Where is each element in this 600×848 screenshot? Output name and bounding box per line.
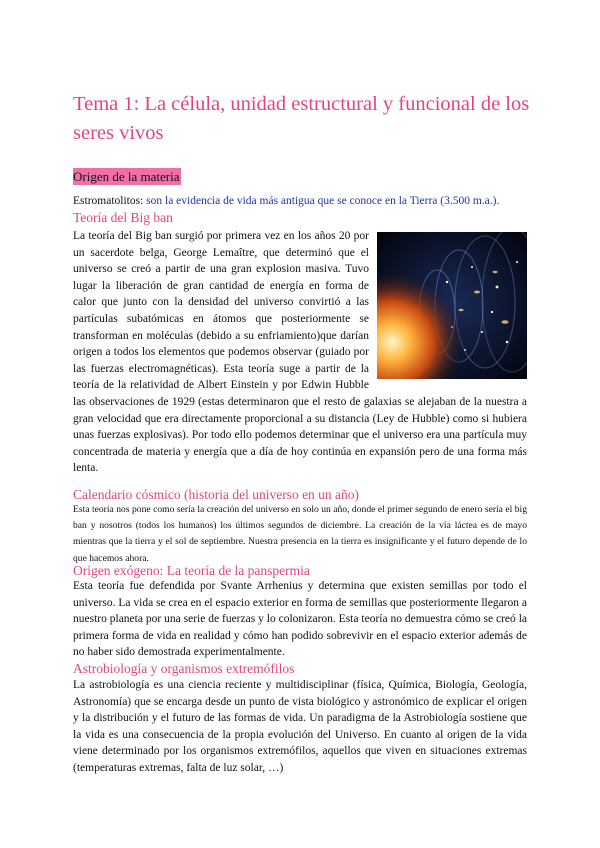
big-ban-section — [73, 228, 527, 477]
estromatolitos-line — [73, 194, 499, 209]
exogeno-heading: Origen exógeno: La teoría de la panspermia — [73, 563, 310, 578]
calendario-heading: Calendario cósmico (historia del universo en un año) — [73, 487, 360, 502]
estromatolitos-label: Estromatolitos: — [73, 195, 144, 207]
section-heading: Origen de la materia — [73, 169, 180, 184]
big-ban-heading: Teoría del Big ban — [73, 210, 173, 225]
universe-expansion-image — [377, 232, 527, 379]
astrobiologia-paragraph: La astrobiología es una ciencia reciente y multidisciplinar (física, Química, Biología, Geología, Astronomía) que se encarga desde un punto de vista biológico y astronómico de explicar el origen y la distribución y el futuro de las formas de vida. Un paradigma de la Astrobiología sostiene que la vida es una consecuencia de la propia evolución del Universo. En cuanto al origen de la vida viene determinado por los organismos extremófilos, aquellos que viven en situaciones extremas (temperaturas extremas, falta de luz solar, …) — [73, 679, 527, 774]
astrobiologia-heading: Astrobiología y organismos extremófilos — [73, 661, 295, 676]
estromatolitos-text: son la evidencia de vida más antigua que se conoce en la Tierra (3.500 m.a.). — [146, 195, 500, 207]
page-title: Tema 1: La célula, unidad estructural y funcional de los seres vivos — [73, 93, 530, 144]
big-ban-paragraph: La teoría del Big ban surgió por primera vez en los años 20 por un sacerdote belga, George Lemaître, que determinó que el universo se creó a partir de una gran explosion masiva. Tuvo lugar la liberación de gran cantidad de energía en forma de calor que junto con la densidad del universo convirtió a las partículas subatómicas en átomos que posteriormente se transforman en moléculas (debido a su enfriamiento)que darían origen a todos los elementos que podemos observar (guiado por las fuerzas electromagnéticas). Esta teoría suge a partir de la teoría de la relatividad de Albert Einstein y por Edwin Hubble las observaciones de 1929 (estas determinaron que el resto de galaxias se alejaban de la nuestra a gran velocidad que era directamente proporcional a su distancia (Ley de Hubble) como si hubiera unas fuerzas explosivas). Por todo ello podemos determinar que el universo era una partícula muy concentrada de materia y energía que a día de hoy continúa en expansión pero de una forma más lenta. — [73, 230, 527, 475]
calendario-paragraph: Esta teoría nos pone como sería la creación del universo en solo un año, donde el primer segundo de enero sería el big ban y nosotros (todos los humanos) los últimos segundos de diciembre. La creación de la vía láctea es de mayo mientras que la tierra y el sol de septiembre. Nuestra presencia en la tierra es insignificante y el futuro depende de lo que hacemos ahora. — [73, 504, 527, 564]
exogeno-paragraph: Esta teoría fue defendida por Svante Arrhenius y determina que existen semillas por todo el universo. La vida se crea en el espacio exterior en forma de semillas que posteriormente llegaron a nuestro planeta por una serie de fuerzas y lo colonizaron. Esta teoría no demuestra cómo se creó la primera forma de vida en realidad y cómo han podido sobrevivir en el espacio exterior además de no haber sido demostrada experimentalmente. — [73, 580, 527, 659]
